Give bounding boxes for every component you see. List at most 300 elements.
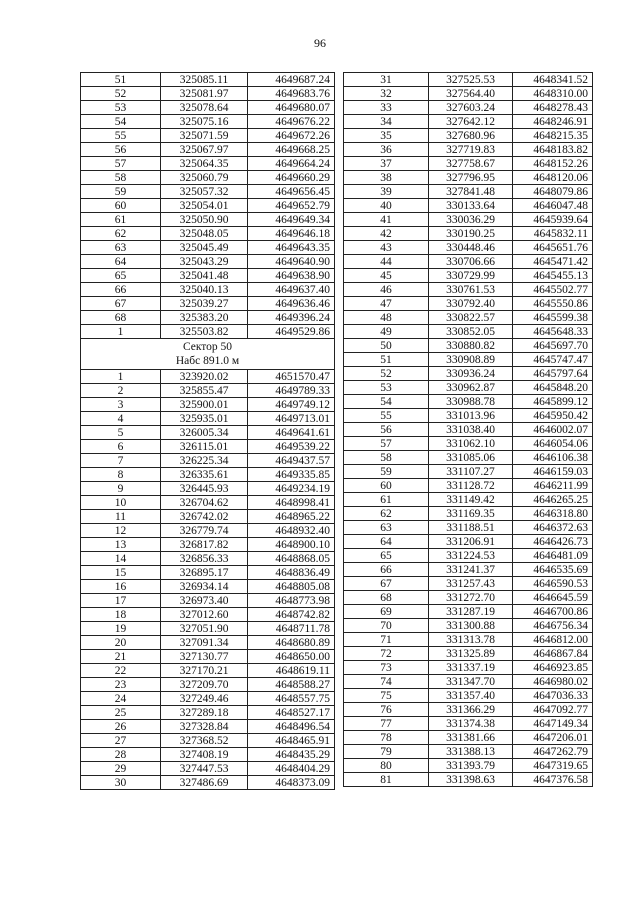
y-coordinate-cell: 4649749.12: [248, 398, 335, 412]
y-coordinate-cell: 4649437.57: [248, 454, 335, 468]
point-number-cell: 24: [81, 692, 161, 706]
x-coordinate-cell: 330962.87: [429, 381, 513, 395]
table-row: [81, 426, 335, 440]
point-number-cell: 7: [81, 454, 161, 468]
x-coordinate-cell: 325064.35: [161, 157, 248, 171]
y-coordinate-cell: 4648900.10: [248, 538, 335, 552]
y-coordinate-cell: 4649687.24: [248, 73, 335, 87]
table-row: [344, 171, 593, 185]
x-coordinate-cell: 327289.18: [161, 706, 248, 720]
y-coordinate-cell: 4648527.17: [248, 706, 335, 720]
y-coordinate-cell: 4646002.07: [513, 423, 593, 437]
table-row: [81, 370, 335, 384]
point-number-cell: 34: [344, 115, 429, 129]
y-coordinate-cell: 4648836.49: [248, 566, 335, 580]
x-coordinate-cell: 325071.59: [161, 129, 248, 143]
x-coordinate-cell: 331337.19: [429, 661, 513, 675]
y-coordinate-cell: 4646211.99: [513, 479, 593, 493]
table-row: [81, 734, 335, 748]
point-number-cell: 41: [344, 213, 429, 227]
point-number-cell: 21: [81, 650, 161, 664]
table-row: [81, 524, 335, 538]
table-row: [81, 129, 335, 143]
point-number-cell: 47: [344, 297, 429, 311]
y-coordinate-cell: 4648619.11: [248, 664, 335, 678]
x-coordinate-cell: 325081.97: [161, 87, 248, 101]
point-number-cell: 63: [81, 241, 161, 255]
table-row: [344, 101, 593, 115]
y-coordinate-cell: 4647319.65: [513, 759, 593, 773]
table-row: [81, 538, 335, 552]
point-number-cell: 59: [81, 185, 161, 199]
y-coordinate-cell: 4648183.82: [513, 143, 593, 157]
y-coordinate-cell: 4649660.29: [248, 171, 335, 185]
table-row: [344, 367, 593, 381]
point-number-cell: 49: [344, 325, 429, 339]
table-row: [344, 129, 593, 143]
x-coordinate-cell: 331224.53: [429, 549, 513, 563]
table-row: [81, 692, 335, 706]
point-number-cell: 32: [344, 87, 429, 101]
table-row: [81, 87, 335, 101]
table-row: [344, 283, 593, 297]
y-coordinate-cell: 4649539.22: [248, 440, 335, 454]
table-row: [344, 451, 593, 465]
y-coordinate-cell: 4648120.06: [513, 171, 593, 185]
y-coordinate-cell: 4648373.09: [248, 776, 335, 790]
table-row: [344, 661, 593, 675]
x-coordinate-cell: 331374.38: [429, 717, 513, 731]
table-row: [344, 717, 593, 731]
point-number-cell: 78: [344, 731, 429, 745]
y-coordinate-cell: 4649683.76: [248, 87, 335, 101]
x-coordinate-cell: 331188.51: [429, 521, 513, 535]
x-coordinate-cell: 331013.96: [429, 409, 513, 423]
x-coordinate-cell: 326005.34: [161, 426, 248, 440]
y-coordinate-cell: 4645455.13: [513, 269, 593, 283]
table-row: [344, 227, 593, 241]
x-coordinate-cell: 327486.69: [161, 776, 248, 790]
y-coordinate-cell: 4646590.53: [513, 577, 593, 591]
point-number-cell: 67: [81, 297, 161, 311]
x-coordinate-cell: 331062.10: [429, 437, 513, 451]
y-coordinate-cell: 4648868.05: [248, 552, 335, 566]
point-number-cell: 35: [344, 129, 429, 143]
x-coordinate-cell: 327091.34: [161, 636, 248, 650]
x-coordinate-cell: 326856.33: [161, 552, 248, 566]
y-coordinate-cell: 4645848.20: [513, 381, 593, 395]
table-row: [344, 619, 593, 633]
table-row: [344, 773, 593, 787]
table-row: [344, 605, 593, 619]
table-row: [344, 143, 593, 157]
x-coordinate-cell: 325050.90: [161, 213, 248, 227]
x-coordinate-cell: 325040.13: [161, 283, 248, 297]
point-number-cell: 54: [81, 115, 161, 129]
y-coordinate-cell: 4645471.42: [513, 255, 593, 269]
y-coordinate-cell: 4648557.75: [248, 692, 335, 706]
point-number-cell: 64: [81, 255, 161, 269]
x-coordinate-cell: 326742.02: [161, 510, 248, 524]
y-coordinate-cell: 4651570.47: [248, 370, 335, 384]
point-number-cell: 68: [344, 591, 429, 605]
x-coordinate-cell: 325855.47: [161, 384, 248, 398]
point-number-cell: 51: [344, 353, 429, 367]
point-number-cell: 54: [344, 395, 429, 409]
point-number-cell: 13: [81, 538, 161, 552]
table-row: [81, 73, 335, 87]
point-number-cell: 28: [81, 748, 161, 762]
point-number-cell: 56: [81, 143, 161, 157]
table-row: [81, 776, 335, 790]
y-coordinate-cell: 4648965.22: [248, 510, 335, 524]
point-number-cell: 3: [81, 398, 161, 412]
point-number-cell: 6: [81, 440, 161, 454]
y-coordinate-cell: 4649234.19: [248, 482, 335, 496]
x-coordinate-cell: 331107.27: [429, 465, 513, 479]
table-row: [344, 157, 593, 171]
x-coordinate-cell: 325039.27: [161, 297, 248, 311]
point-number-cell: 68: [81, 311, 161, 325]
point-number-cell: 66: [344, 563, 429, 577]
table-row: [344, 549, 593, 563]
x-coordinate-cell: 331038.40: [429, 423, 513, 437]
y-coordinate-cell: 4649636.46: [248, 297, 335, 311]
y-coordinate-cell: 4646318.80: [513, 507, 593, 521]
y-coordinate-cell: 4647262.79: [513, 745, 593, 759]
table-row: [344, 311, 593, 325]
point-number-cell: 44: [344, 255, 429, 269]
x-coordinate-cell: 331388.13: [429, 745, 513, 759]
y-coordinate-cell: 4649672.26: [248, 129, 335, 143]
point-number-cell: 46: [344, 283, 429, 297]
y-coordinate-cell: 4648278.43: [513, 101, 593, 115]
y-coordinate-cell: 4646106.38: [513, 451, 593, 465]
point-number-cell: 42: [344, 227, 429, 241]
point-number-cell: 29: [81, 762, 161, 776]
x-coordinate-cell: 327719.83: [429, 143, 513, 157]
y-coordinate-cell: 4649640.90: [248, 255, 335, 269]
y-coordinate-cell: 4649676.22: [248, 115, 335, 129]
point-number-cell: 74: [344, 675, 429, 689]
x-coordinate-cell: 325054.01: [161, 199, 248, 213]
y-coordinate-cell: 4649656.45: [248, 185, 335, 199]
x-coordinate-cell: 331357.40: [429, 689, 513, 703]
x-coordinate-cell: 330852.05: [429, 325, 513, 339]
table-row: [81, 384, 335, 398]
point-number-cell: 65: [344, 549, 429, 563]
point-number-cell: 72: [344, 647, 429, 661]
y-coordinate-cell: 4647376.58: [513, 773, 593, 787]
point-number-cell: 80: [344, 759, 429, 773]
point-number-cell: 81: [344, 773, 429, 787]
y-coordinate-cell: 4648932.40: [248, 524, 335, 538]
table-row: [81, 440, 335, 454]
y-coordinate-cell: 4649335.85: [248, 468, 335, 482]
x-coordinate-cell: 327680.96: [429, 129, 513, 143]
point-number-cell: 36: [344, 143, 429, 157]
y-coordinate-cell: 4649646.18: [248, 227, 335, 241]
x-coordinate-cell: 330448.46: [429, 241, 513, 255]
y-coordinate-cell: 4646481.09: [513, 549, 593, 563]
x-coordinate-cell: 330036.29: [429, 213, 513, 227]
point-number-cell: 63: [344, 521, 429, 535]
y-coordinate-cell: 4648805.08: [248, 580, 335, 594]
point-number-cell: 62: [344, 507, 429, 521]
y-coordinate-cell: 4646265.25: [513, 493, 593, 507]
y-coordinate-cell: 4645939.64: [513, 213, 593, 227]
x-coordinate-cell: 331398.63: [429, 773, 513, 787]
point-number-cell: 79: [344, 745, 429, 759]
y-coordinate-cell: 4645648.33: [513, 325, 593, 339]
x-coordinate-cell: 330822.57: [429, 311, 513, 325]
y-coordinate-cell: 4645651.76: [513, 241, 593, 255]
y-coordinate-cell: 4645697.70: [513, 339, 593, 353]
y-coordinate-cell: 4648998.41: [248, 496, 335, 510]
point-number-cell: 30: [81, 776, 161, 790]
x-coordinate-cell: 326973.40: [161, 594, 248, 608]
point-number-cell: 48: [344, 311, 429, 325]
point-number-cell: 11: [81, 510, 161, 524]
table-row: [344, 731, 593, 745]
table-row: [81, 213, 335, 227]
table-row: [81, 101, 335, 115]
y-coordinate-cell: 4646812.00: [513, 633, 593, 647]
x-coordinate-cell: 326335.61: [161, 468, 248, 482]
x-coordinate-cell: 327525.53: [429, 73, 513, 87]
y-coordinate-cell: 4648742.82: [248, 608, 335, 622]
x-coordinate-cell: 325045.49: [161, 241, 248, 255]
x-coordinate-cell: 330908.89: [429, 353, 513, 367]
table-row: [344, 745, 593, 759]
x-coordinate-cell: 331393.79: [429, 759, 513, 773]
table-row: [81, 650, 335, 664]
x-coordinate-cell: 327642.12: [429, 115, 513, 129]
table-row: [344, 703, 593, 717]
y-coordinate-cell: 4648773.98: [248, 594, 335, 608]
point-number-cell: 26: [81, 720, 161, 734]
point-number-cell: 31: [344, 73, 429, 87]
y-coordinate-cell: 4648215.35: [513, 129, 593, 143]
table-row: [81, 622, 335, 636]
y-coordinate-cell: 4649789.33: [248, 384, 335, 398]
table-row: [81, 398, 335, 412]
point-number-cell: 1: [81, 370, 161, 384]
x-coordinate-cell: 325067.97: [161, 143, 248, 157]
y-coordinate-cell: 4647149.34: [513, 717, 593, 731]
y-coordinate-cell: 4648711.78: [248, 622, 335, 636]
x-coordinate-cell: 323920.02: [161, 370, 248, 384]
y-coordinate-cell: 4645797.64: [513, 367, 593, 381]
x-coordinate-cell: 325078.64: [161, 101, 248, 115]
table-row: [81, 762, 335, 776]
y-coordinate-cell: 4648079.86: [513, 185, 593, 199]
table-row: [81, 468, 335, 482]
y-coordinate-cell: 4649638.90: [248, 269, 335, 283]
point-number-cell: 19: [81, 622, 161, 636]
x-coordinate-cell: 327408.19: [161, 748, 248, 762]
point-number-cell: 61: [344, 493, 429, 507]
point-number-cell: 61: [81, 213, 161, 227]
x-coordinate-cell: 327051.90: [161, 622, 248, 636]
table-row: [81, 185, 335, 199]
x-coordinate-cell: 325900.01: [161, 398, 248, 412]
point-number-cell: 58: [344, 451, 429, 465]
x-coordinate-cell: 330988.78: [429, 395, 513, 409]
table-row: [81, 143, 335, 157]
x-coordinate-cell: 326115.01: [161, 440, 248, 454]
point-number-cell: 65: [81, 269, 161, 283]
x-coordinate-cell: 326895.17: [161, 566, 248, 580]
x-coordinate-cell: 330880.82: [429, 339, 513, 353]
table-row: [81, 594, 335, 608]
y-coordinate-cell: 4646756.34: [513, 619, 593, 633]
point-number-cell: 43: [344, 241, 429, 255]
point-number-cell: 8: [81, 468, 161, 482]
table-row: [81, 412, 335, 426]
point-number-cell: 4: [81, 412, 161, 426]
y-coordinate-cell: 4646535.69: [513, 563, 593, 577]
table-row: [81, 706, 335, 720]
table-row: [344, 759, 593, 773]
x-coordinate-cell: 325041.48: [161, 269, 248, 283]
x-coordinate-cell: 325075.16: [161, 115, 248, 129]
table-row: [344, 647, 593, 661]
table-row: [81, 496, 335, 510]
x-coordinate-cell: 330133.64: [429, 199, 513, 213]
table-row: [81, 283, 335, 297]
table-row: [81, 115, 335, 129]
point-number-cell: 10: [81, 496, 161, 510]
point-number-cell: 23: [81, 678, 161, 692]
y-coordinate-cell: 4646047.48: [513, 199, 593, 213]
table-row: [344, 73, 593, 87]
x-coordinate-cell: 331366.29: [429, 703, 513, 717]
x-coordinate-cell: 330706.66: [429, 255, 513, 269]
x-coordinate-cell: 326225.34: [161, 454, 248, 468]
y-coordinate-cell: 4649664.24: [248, 157, 335, 171]
x-coordinate-cell: 327170.21: [161, 664, 248, 678]
x-coordinate-cell: 327603.24: [429, 101, 513, 115]
point-number-cell: 39: [344, 185, 429, 199]
table-row: [81, 311, 335, 325]
table-row: [81, 255, 335, 269]
x-coordinate-cell: 331257.43: [429, 577, 513, 591]
x-coordinate-cell: 325043.29: [161, 255, 248, 269]
table-row: [344, 395, 593, 409]
x-coordinate-cell: 327758.67: [429, 157, 513, 171]
coordinates-table-left: [80, 72, 335, 790]
table-row: [344, 381, 593, 395]
y-coordinate-cell: 4646867.84: [513, 647, 593, 661]
table-row: [344, 325, 593, 339]
x-coordinate-cell: 327841.48: [429, 185, 513, 199]
point-number-cell: 20: [81, 636, 161, 650]
point-number-cell: 40: [344, 199, 429, 213]
table-row: [344, 115, 593, 129]
table-row: [81, 325, 335, 339]
table-row: [81, 748, 335, 762]
table-row: [344, 297, 593, 311]
y-coordinate-cell: 4649643.35: [248, 241, 335, 255]
y-coordinate-cell: 4649396.24: [248, 311, 335, 325]
y-coordinate-cell: 4648680.89: [248, 636, 335, 650]
y-coordinate-cell: 4646426.73: [513, 535, 593, 549]
point-number-cell: 51: [81, 73, 161, 87]
table-row: [344, 591, 593, 605]
point-number-cell: 38: [344, 171, 429, 185]
y-coordinate-cell: 4649713.01: [248, 412, 335, 426]
y-coordinate-cell: 4645899.12: [513, 395, 593, 409]
point-number-cell: 69: [344, 605, 429, 619]
y-coordinate-cell: 4647092.77: [513, 703, 593, 717]
table-row: [344, 507, 593, 521]
x-coordinate-cell: 327328.84: [161, 720, 248, 734]
point-number-cell: 2: [81, 384, 161, 398]
table-row: [81, 297, 335, 311]
table-row: [344, 535, 593, 549]
point-number-cell: 33: [344, 101, 429, 115]
table-row: [344, 213, 593, 227]
x-coordinate-cell: 327012.60: [161, 608, 248, 622]
table-row: [81, 199, 335, 213]
point-number-cell: 9: [81, 482, 161, 496]
y-coordinate-cell: 4649680.07: [248, 101, 335, 115]
point-number-cell: 25: [81, 706, 161, 720]
x-coordinate-cell: 330761.53: [429, 283, 513, 297]
table-row: [81, 664, 335, 678]
sector-height: Набс 891.0 м: [175, 355, 240, 367]
x-coordinate-cell: 326817.82: [161, 538, 248, 552]
point-number-cell: 52: [81, 87, 161, 101]
y-coordinate-cell: 4648496.54: [248, 720, 335, 734]
table-row: [344, 339, 593, 353]
y-coordinate-cell: 4649529.86: [248, 325, 335, 339]
x-coordinate-cell: 327209.70: [161, 678, 248, 692]
x-coordinate-cell: 325503.82: [161, 325, 248, 339]
table-row: [344, 689, 593, 703]
table-row: [81, 678, 335, 692]
y-coordinate-cell: 4649641.61: [248, 426, 335, 440]
table-row: [81, 227, 335, 241]
table-row: [344, 563, 593, 577]
x-coordinate-cell: 327564.40: [429, 87, 513, 101]
table-row: [81, 171, 335, 185]
table-row: [81, 608, 335, 622]
point-number-cell: 45: [344, 269, 429, 283]
sector-header-row: [81, 339, 335, 370]
table-row: [344, 423, 593, 437]
y-coordinate-cell: 4646645.59: [513, 591, 593, 605]
point-number-cell: 66: [81, 283, 161, 297]
point-number-cell: 53: [344, 381, 429, 395]
y-coordinate-cell: 4647206.01: [513, 731, 593, 745]
x-coordinate-cell: 330792.40: [429, 297, 513, 311]
x-coordinate-cell: 331325.89: [429, 647, 513, 661]
table-row: [81, 510, 335, 524]
y-coordinate-cell: 4648152.26: [513, 157, 593, 171]
y-coordinate-cell: 4646923.85: [513, 661, 593, 675]
sector-title: Сектор 50: [182, 341, 233, 353]
point-number-cell: 75: [344, 689, 429, 703]
point-number-cell: 1: [81, 325, 161, 339]
y-coordinate-cell: 4649652.79: [248, 199, 335, 213]
x-coordinate-cell: 331381.66: [429, 731, 513, 745]
point-number-cell: 73: [344, 661, 429, 675]
y-coordinate-cell: 4649637.40: [248, 283, 335, 297]
point-number-cell: 62: [81, 227, 161, 241]
y-coordinate-cell: 4648404.29: [248, 762, 335, 776]
